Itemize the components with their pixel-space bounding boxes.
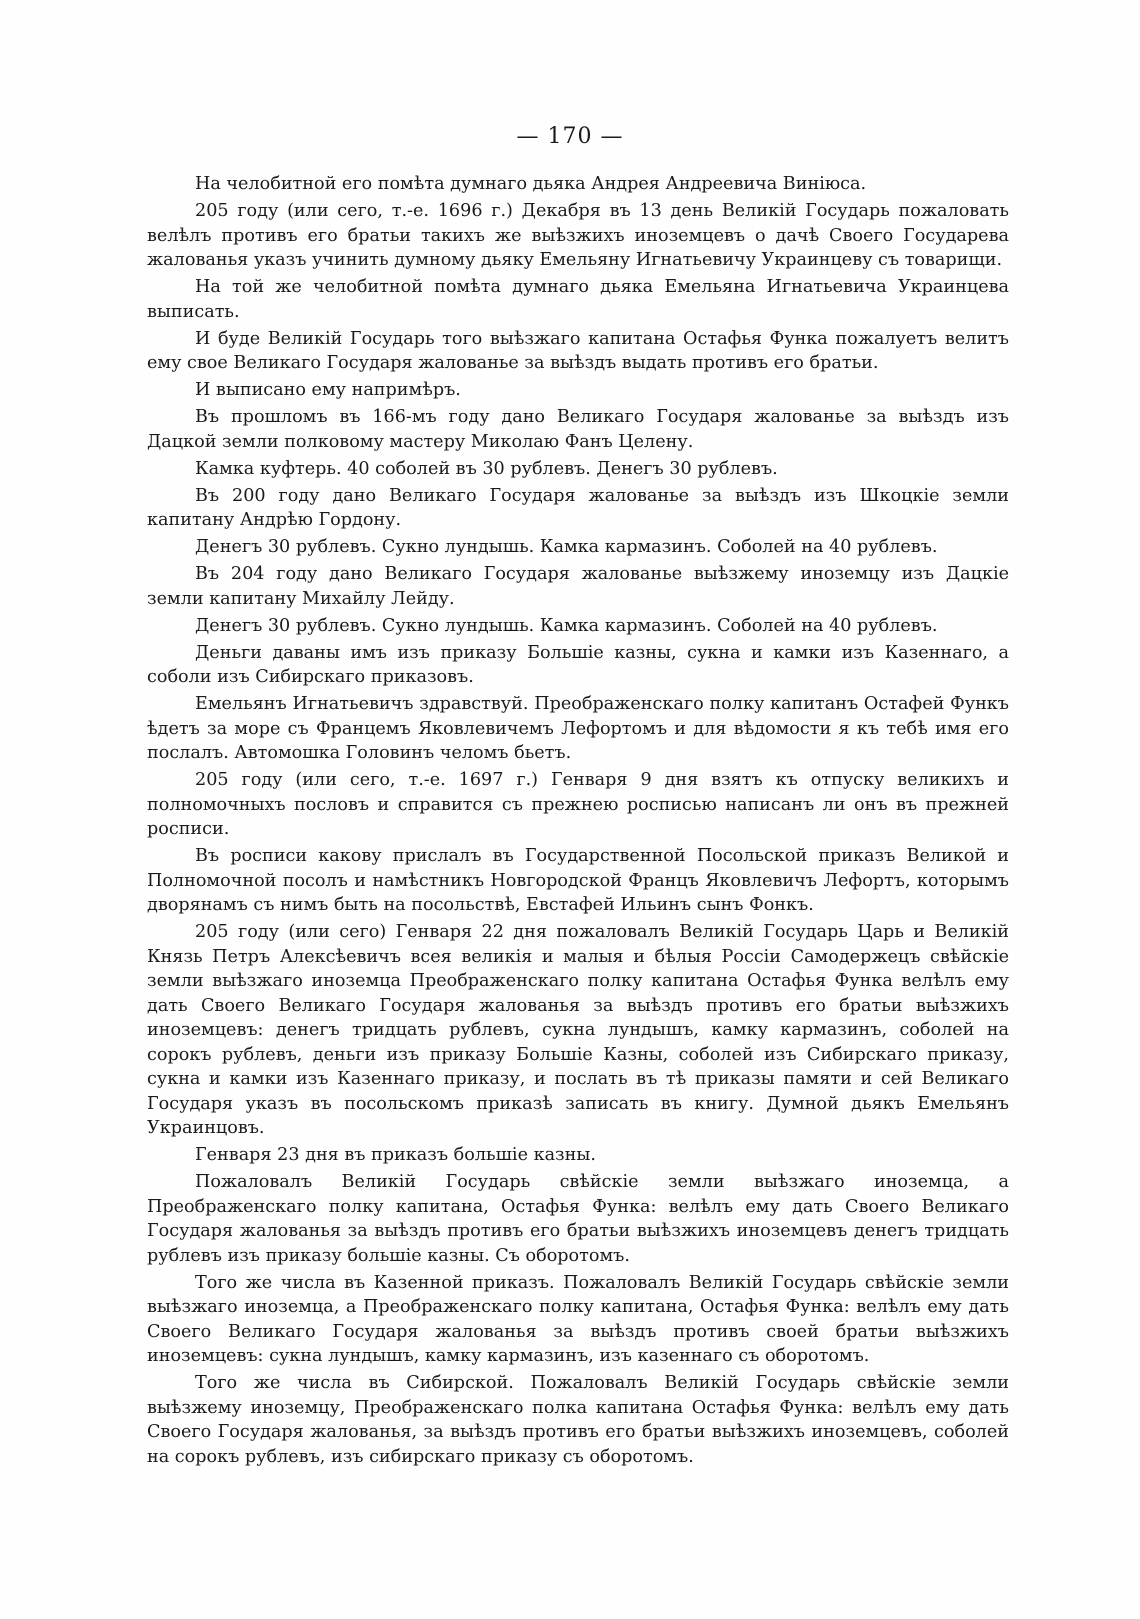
paragraph: Въ прошломъ въ 166-мъ году дано Великаго Государя жалованье за выѣздъ изъ Дацкой земли полковому мастеру Миколаю Фанъ Целену.: [147, 407, 1009, 452]
paragraph: Пожаловалъ Великій Государь свѣйскіе земли выѣзжаго иноземца, а Преображенскаго полку капитана, Остафья Функа: велѣлъ ему дать Своего Великаго Государя жалованья за выѣздъ противъ его братьи выѣзжихъ иноземцевъ денегъ тридцать рублевъ изъ приказу большіе казны. Съ оборотомъ.: [147, 1172, 1009, 1266]
paragraph: 205 году (или сего) Генваря 22 дня пожаловалъ Великій Государь Царь и Великій Князь Петръ Алексѣевичъ всея великія и малыя и бѣлыя Россіи Самодержецъ свѣйскіе земли выѣзжаго иноземца Преображенскаго полку капитана Остафья Функа велѣлъ ему дать Своего Великаго Государя жалованья за выѣздъ противъ его братьи выѣзжихъ иноземцевъ: денегъ тридцать рублевъ, сукна лундышъ, камку кармазинъ, соболей на сорокъ рублевъ, деньги изъ приказу Большіе Казны, соболей изъ Сибирскаго приказу, сукна и камки изъ Казеннаго приказу, и послать въ тѣ приказы памяти и сей Великаго Государя указъ въ посольскомъ приказѣ записать въ книгу. Думной дьякъ Емельянъ Украинцовъ.: [147, 922, 1009, 1138]
paragraph: Емельянъ Игнатьевичъ здравствуй. Преображенскаго полку капитанъ Остафей Функъ ѣдетъ за море съ Францемъ Яковлевичемъ Лефортомъ и для вѣдомости я къ тебѣ имя его послалъ. Автомошка Головинъ челомъ бьетъ.: [147, 694, 1009, 763]
paragraph: И выписано ему напримѣръ.: [195, 380, 461, 400]
page-number: — 170 —: [516, 124, 624, 149]
paragraph: Въ 200 году дано Великаго Государя жалованье за выѣздъ изъ Шкоцкіе земли капитану Андрѣю Гордону.: [147, 485, 1009, 530]
paragraph: На челобитной его помѣта думнаго дьяка Андрея Андреевича Виніюса.: [195, 174, 867, 194]
paragraph: 205 году (или сего, т.-е. 1697 г.) Генваря 9 дня взятъ къ отпуску великихъ и полномочныхъ пословъ и справится съ прежнею росписью написанъ ли онъ въ прежней росписи.: [147, 770, 1009, 839]
paragraph: Того же числа въ Казенной приказъ. Пожаловалъ Великій Государь свѣйскіе земли выѣзжаго иноземца, а Преображенскаго полку капитана, Остафья Функа: велѣлъ ему дать Своего Великаго Государя жалованья за выѣздъ противъ своей братьи выѣзжихъ иноземцевъ: сукна лундышъ, камку кармазинъ, изъ казеннаго съ оборотомъ.: [147, 1272, 1009, 1366]
body-text: [147, 172, 1009, 1472]
paragraph: Въ росписи какову прислалъ въ Государственной Посольской приказъ Великой и Полномочной посолъ и намѣстникъ Новгородской Францъ Яковлевичъ Лефортъ, которымъ дворянамъ съ нимъ быть на посольствѣ, Евстафей Ильинъ сынъ Фонкъ.: [147, 846, 1009, 915]
paragraph: Того же числа въ Сибирской. Пожаловалъ Великій Государь свѣйскіе земли выѣзжему иноземцу, Преображенскаго полка капитана Остафья Функа: велѣлъ ему дать Своего Государя жалованья, за выѣздъ противъ его братьи выѣзжихъ иноземцевъ, соболей на сорокъ рублевъ, изъ сибирскаго приказу съ оборотомъ.: [147, 1373, 1009, 1467]
paragraph: Камка куфтерь. 40 соболей въ 30 рублевъ. Денегъ 30 рублевъ.: [195, 458, 778, 479]
paragraph: И буде Великій Государь того выѣзжаго капитана Остафья Функа пожалуетъ велитъ ему свое Великаго Государя жалованье за выѣздъ выдать противъ его братьи.: [147, 328, 1009, 373]
paragraph: Денегъ 30 рублевъ. Сукно лундышь. Камка кармазинъ. Соболей на 40 рублевъ.: [195, 537, 938, 557]
paragraph: Денегъ 30 рублевъ. Сукно лундышь. Камка кармазинъ. Соболей на 40 рублевъ.: [195, 615, 938, 636]
paragraph: Деньги даваны имъ изъ приказу Большіе казны, сукна и камки изъ Казеннаго, а соболи изъ Сибирскаго приказовъ.: [147, 642, 1009, 687]
paragraph: Въ 204 году дано Великаго Государя жалованье выѣзжему иноземцу изъ Дацкіе земли капитану Михайлу Лейду.: [147, 564, 1009, 609]
paragraph: 205 году (или сего, т.-е. 1696 г.) Декабря въ 13 день Великій Государь пожаловать велѣлъ противъ его братьи такихъ же выѣзжихъ иноземцевъ о дачѣ Своего Государева жалованья указъ учинить думному дьяку Емельяну Игнатьевичу Украинцеву съ товарищи.: [147, 201, 1009, 270]
paragraph: Генваря 23 дня въ приказъ большіе казны.: [195, 1145, 596, 1165]
paragraph: На той же челобитной помѣта думнаго дьяка Емельяна Игнатьевича Украинцева выписать.: [147, 277, 1009, 322]
